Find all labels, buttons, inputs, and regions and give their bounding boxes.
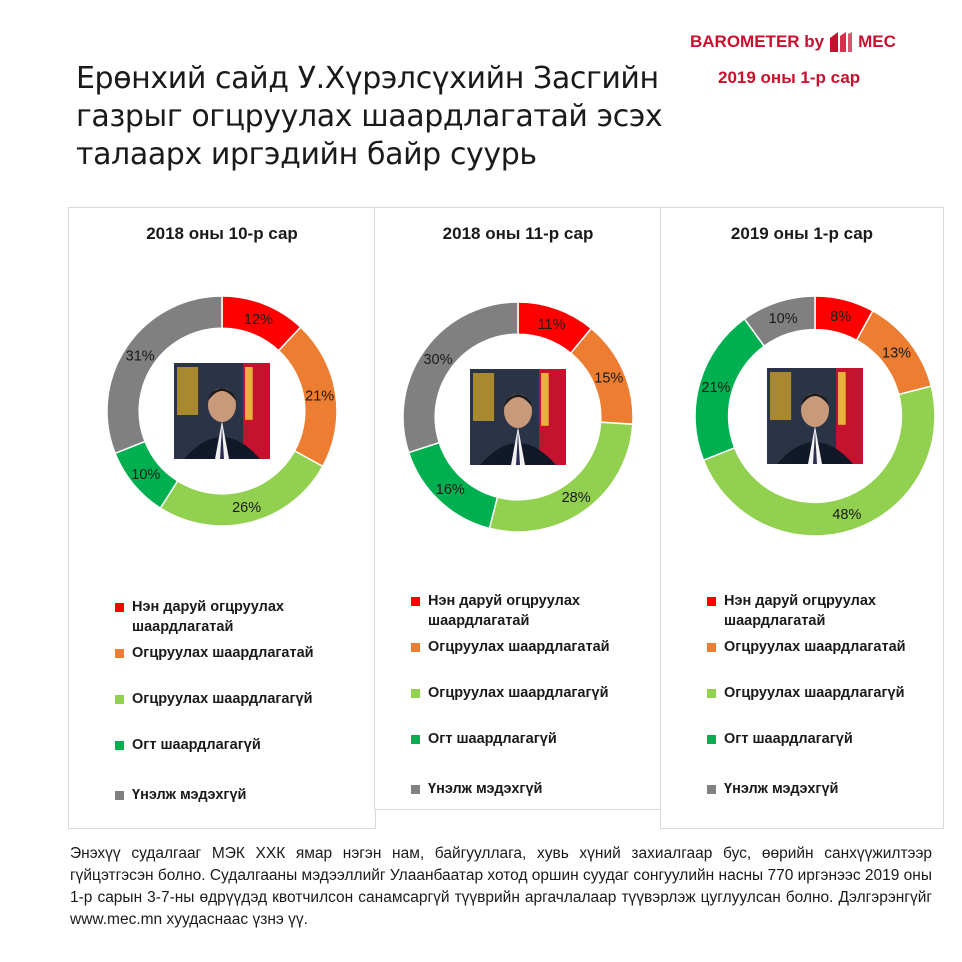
legend-item xyxy=(411,729,648,749)
legend-label: Үнэлж мэдэхгүй xyxy=(724,781,839,797)
legend-item xyxy=(707,729,944,749)
slice-value-label: 10% xyxy=(131,467,161,484)
chart-panel-nov-2018 xyxy=(374,207,662,810)
legend-label: Огт шаардлагагүй xyxy=(428,731,557,747)
legend-swatch xyxy=(411,689,420,698)
legend-swatch xyxy=(707,735,716,744)
brand-name: BAROMETER by xyxy=(690,32,825,51)
legend-swatch xyxy=(411,735,420,744)
legend-label: Огцруулах шаардлагагүй xyxy=(724,685,905,701)
slice-value-label: 8% xyxy=(830,309,852,326)
legend-label: Огцруулах шаардлагагүй xyxy=(428,685,609,701)
slice-value-label: 12% xyxy=(243,312,273,329)
legend-swatch xyxy=(115,741,124,750)
legend-swatch xyxy=(115,791,124,800)
legend-item xyxy=(115,735,352,755)
chart-title: 2018 оны 11-р сар xyxy=(442,224,594,243)
legend-item xyxy=(707,779,944,799)
chart-panel-oct-2018 xyxy=(68,207,376,829)
portrait-photo xyxy=(767,368,863,464)
legend-item xyxy=(411,683,648,703)
donut-chart xyxy=(402,301,634,533)
legend-item xyxy=(707,683,944,703)
brand-org: MEC xyxy=(858,32,896,51)
donut-chart xyxy=(694,295,936,537)
legend-swatch xyxy=(707,597,716,606)
legend-item xyxy=(115,597,352,637)
legend-label: Огцруулах шаардлагатай xyxy=(724,639,906,655)
footer-note: Энэхүү судалгааг МЭК ХХК ямар нэгэн нам, байгууллага, хувь хүний захиалгаар бус, өөрийн санхүүжилтээр гүйцэтгэсэн болно. Судалгааны мэдээллийг Улаанбаатар хотод оршин суудаг сонгуулийн насны 770 иргэнээс 2019 оны 1-р сарын 3-7-ны өдрүүдэд квотчилсон санамсаргүй түүврийн аргачлалаар түүвэрлэж цуглуулсан болно. Дэлгэрэнгүйг www.mec.mn хуудаснаас үзнэ үү. xyxy=(70,845,932,928)
legend-swatch xyxy=(115,695,124,704)
slice-value-label: 16% xyxy=(435,482,465,499)
slice-value-label: 30% xyxy=(423,351,453,368)
legend-item xyxy=(115,689,352,709)
legend-item xyxy=(115,785,352,805)
legend-label: Огцруулах шаардлагатай xyxy=(132,645,314,661)
legend-item xyxy=(707,637,944,657)
slice-value-label: 13% xyxy=(882,345,912,362)
slice-value-label: 15% xyxy=(594,370,624,387)
legend-label: Огт шаардлагагүй xyxy=(132,737,261,753)
legend-label: Нэн даруй огцруулах шаардлагатай xyxy=(724,593,876,629)
mec-logo-icon xyxy=(830,32,852,52)
slice-value-label: 21% xyxy=(701,380,731,397)
legend-label: Нэн даруй огцруулах шаардлагатай xyxy=(132,599,284,635)
legend-swatch xyxy=(411,785,420,794)
legend-label: Нэн даруй огцруулах шаардлагатай xyxy=(428,593,580,629)
slice-value-label: 48% xyxy=(832,507,862,524)
legend-item xyxy=(411,591,648,631)
legend-swatch xyxy=(411,643,420,652)
legend-item xyxy=(707,591,944,631)
legend-swatch xyxy=(707,689,716,698)
legend-swatch xyxy=(707,785,716,794)
legend-item xyxy=(115,643,352,663)
slice-value-label: 10% xyxy=(768,310,798,327)
slice-value-label: 26% xyxy=(232,499,262,516)
slice-value-label: 21% xyxy=(305,388,335,405)
chart-panel-jan-2019 xyxy=(660,207,944,829)
legend-label: Огцруулах шаардлагагүй xyxy=(132,691,313,707)
slice-value-label: 31% xyxy=(125,348,155,365)
legend-swatch xyxy=(115,603,124,612)
chart-title: 2018 оны 10-р сар xyxy=(146,224,298,243)
legend-label: Үнэлж мэдэхгүй xyxy=(428,781,543,797)
portrait-photo xyxy=(470,369,566,465)
page-title: Ерөнхий сайд У.Хүрэлсүхийн Засгийн газрыг огцруулах шаардлагатай эсэх талаарх иргэдийн байр суурь xyxy=(76,61,663,173)
legend-label: Үнэлж мэдэхгүй xyxy=(132,787,247,803)
legend-label: Огцруулах шаардлагатай xyxy=(428,639,610,655)
brand-period: 2019 оны 1-р сар xyxy=(718,68,861,87)
donut-chart xyxy=(106,295,338,527)
brand-header xyxy=(690,32,930,88)
legend-label: Огт шаардлагагүй xyxy=(724,731,853,747)
chart-title: 2019 оны 1-р сар xyxy=(730,224,874,243)
legend-swatch xyxy=(707,643,716,652)
slice-value-label: 11% xyxy=(537,316,566,333)
legend-item xyxy=(411,637,648,657)
slice-value-label: 28% xyxy=(561,490,591,507)
legend-swatch xyxy=(115,649,124,658)
legend-swatch xyxy=(411,597,420,606)
legend-item xyxy=(411,779,648,799)
portrait-photo xyxy=(174,363,270,459)
